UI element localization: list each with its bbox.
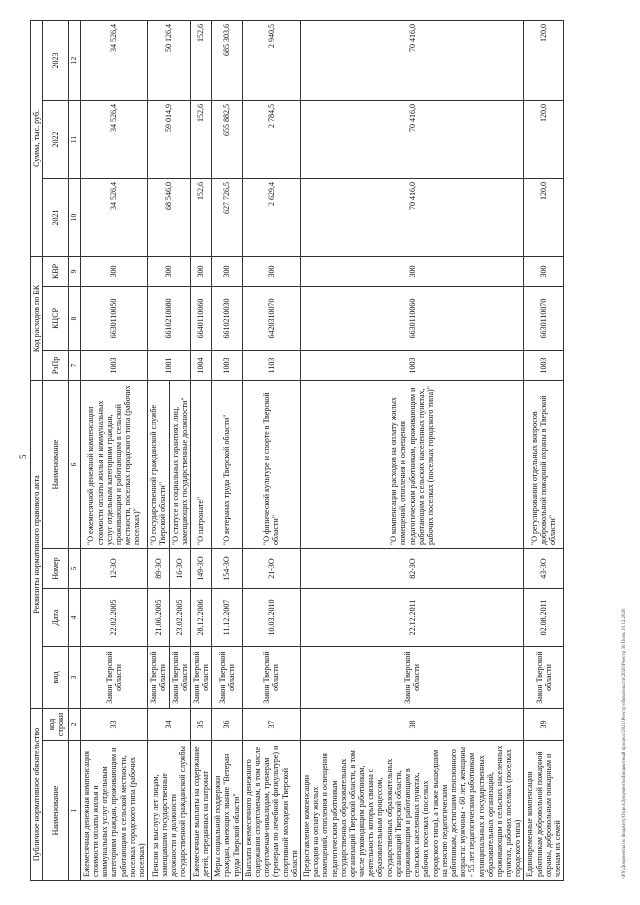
footer-file-path: \\FS\Документы по бюджету\Отдел\Документы\Бюджетный процесс\2021\Реестр обязательств\2020\Реестр 30 Полк 19.12.2020: [622, 608, 627, 879]
table-row: [242, 20, 300, 880]
rzpr-cell: 1003: [80, 350, 147, 380]
sum-2021-cell: 70 416,0: [300, 178, 524, 256]
kvr-cell: 300: [212, 256, 243, 286]
act-name-cell: "О компенсации расходов на оплату жилых помещений, отопления и освещения педагогическим работникам, проживающим и работающим в сельских населенных пунктах, рабочих поселках (поселках городского типа)": [300, 380, 524, 548]
obligation-name-cell: Предоставление компенсации расходов на оплату жилых помещений, отопления и освещения педагогическим работникам государственных образовательных организаций Тверской области, в том числе руководящим работникам, деятельность которых связана с образовательным процессом, государственных образовательных организаций Тверской области, проживающим и работающим в сельских населенных пунктах, рабочих поселках (поселках городского типа), а также вышедшим на пенсию педагогическим работникам, достигшим пенсионного возраста: мужчины - 60 лет, женщины - 55 лет педагогическим работникам муниципальных и государственных образовательных организаций, проживающим в сельских населенных пунктах, рабочих поселках (поселках городского типа): [300, 741, 524, 881]
act-type-cell: Закон Тверской области: [148, 647, 169, 709]
act-date-cell: 28.12.2006: [190, 589, 211, 647]
act-type-cell: Закон Тверской области: [212, 647, 243, 709]
column-number: 5: [69, 549, 81, 589]
row-code-cell: 39: [524, 709, 564, 741]
header-act-name: Наименование: [43, 380, 69, 548]
rzpr-cell: 1004: [190, 350, 211, 380]
act-date-cell: 02.08.2011: [524, 589, 564, 647]
kvr-cell: 300: [190, 256, 211, 286]
act-type-cell: Закон Тверской области: [524, 647, 564, 709]
kcsr-cell: 6640110060: [190, 286, 211, 350]
sum-2023-cell: 152,6: [190, 20, 211, 100]
rzpr-cell: 1001: [148, 350, 191, 380]
sum-2021-cell: 627 726,5: [212, 178, 243, 256]
header-row-1: [31, 20, 43, 880]
header-2022: 2022: [43, 100, 69, 178]
header-act-number: Номер: [43, 549, 69, 589]
rzpr-cell: 1003: [300, 350, 524, 380]
row-code-cell: 33: [80, 709, 147, 741]
act-type-cell: Закон Тверской области: [190, 647, 211, 709]
act-name-cell: "О патронате": [190, 380, 211, 548]
act-number-cell: 154-ЗО: [212, 549, 243, 589]
act-date-cell: 22.02.2005: [80, 589, 147, 647]
column-number: 10: [69, 178, 81, 256]
act-date-cell: 10.03.2010: [242, 589, 300, 647]
sum-2021-cell: 152,6: [190, 178, 211, 256]
sum-2023-cell: 50 126,4: [148, 20, 191, 100]
sum-2022-cell: 34 526,4: [80, 100, 147, 178]
act-date-cell: 22.12.2011: [300, 589, 524, 647]
sum-2023-cell: 34 526,4: [80, 20, 147, 100]
table-row: [80, 20, 147, 880]
act-type-cell: Закон Тверской области: [242, 647, 300, 709]
table-row: [212, 20, 243, 880]
sum-2021-cell: 120,0: [524, 178, 564, 256]
rzpr-cell: 1003: [212, 350, 243, 380]
sum-2022-cell: 152,6: [190, 100, 211, 178]
table-row: [190, 20, 211, 880]
kvr-cell: 300: [242, 256, 300, 286]
kvr-cell: 300: [524, 256, 564, 286]
sum-2023-cell: 70 416,0: [300, 20, 524, 100]
column-number: 4: [69, 589, 81, 647]
sum-2021-cell: 2 629,4: [242, 178, 300, 256]
act-date-cell: 23.02.2005: [169, 589, 190, 647]
obligations-table: [30, 20, 564, 881]
header-row-2: [43, 20, 69, 880]
kvr-cell: 300: [300, 256, 524, 286]
act-type-cell: Закон Тверской области: [80, 647, 147, 709]
header-kcsr: КЦСР: [43, 286, 69, 350]
column-number: 8: [69, 286, 81, 350]
row-code-cell: 37: [242, 709, 300, 741]
kcsr-cell: 6610210030: [212, 286, 243, 350]
act-type-cell: Закон Тверской области: [300, 647, 524, 709]
kvr-cell: 300: [148, 256, 191, 286]
sum-2023-cell: 685 303,6: [212, 20, 243, 100]
obligation-name-cell: Ежемесячная денежная компенсация стоимости оплаты жилья и коммунальных услуг отдельным категориям граждан, проживающим и работающим в сельской местности, поселках городского типа (рабочих поселках): [80, 741, 147, 881]
column-number: 7: [69, 350, 81, 380]
act-number-cell: 12-ЗО: [80, 549, 147, 589]
obligation-name-cell: Ежемесячные выплаты на содержание детей, переданных на патронат: [190, 741, 211, 881]
kcsr-cell: 6610210080: [148, 286, 191, 350]
header-act-type: вид: [43, 647, 69, 709]
sum-2023-cell: 2 940,5: [242, 20, 300, 100]
header-2023: 2023: [43, 20, 69, 100]
obligation-name-cell: Единовременные компенсации работникам добровольной пожарной охраны, добровольным пожарным и членам их семей: [524, 741, 564, 881]
kcsr-cell: 6420310070: [242, 286, 300, 350]
act-name-cell: "О регулировании отдельных вопросов добровольной пожарной охраны в Тверской области": [524, 380, 564, 548]
header-act-details: Реквизиты нормативного правового акта: [31, 380, 43, 708]
act-number-cell: 89-ЗО: [148, 549, 169, 589]
header-act-date: Дата: [43, 589, 69, 647]
header-2021: 2021: [43, 178, 69, 256]
act-name-cell: "О ветеранах труда Тверской области": [212, 380, 243, 548]
sum-2021-cell: 34 526,4: [80, 178, 147, 256]
rzpr-cell: 1003: [524, 350, 564, 380]
sum-2022-cell: 59 014,9: [148, 100, 191, 178]
table-row: [524, 20, 564, 880]
header-obligation: Публичное нормативное обязательство: [31, 709, 43, 881]
header-obligation-name: Наименование: [43, 741, 69, 881]
act-name-cell: "О статусе и социальных гарантиях лиц, замещающих государственные должности": [169, 380, 190, 548]
obligation-name-cell: Выплата ежемесячного денежного содержания спортсменам, в том числе спортсменам-инвалидам, тренерам (тренерам по лечебной физкультуре) и спортивной молодежи Тверской области: [242, 741, 300, 881]
kcsr-cell: 6630110050: [80, 286, 147, 350]
act-number-cell: 43-ЗО: [524, 549, 564, 589]
sum-2022-cell: 70 416,0: [300, 100, 524, 178]
column-number: 9: [69, 256, 81, 286]
act-number-cell: 82-ЗО: [300, 549, 524, 589]
act-number-cell: 149-ЗО: [190, 549, 211, 589]
column-number: 11: [69, 100, 81, 178]
sum-2022-cell: 120,0: [524, 100, 564, 178]
sum-2021-cell: 68 546,0: [148, 178, 191, 256]
obligation-name-cell: Меры социальной поддержки граждан, имеющих звание "Ветеран труда Тверской области": [212, 741, 243, 881]
kcsr-cell: 6630110060: [300, 286, 524, 350]
rzpr-cell: 1103: [242, 350, 300, 380]
row-code-cell: 38: [300, 709, 524, 741]
header-bk-code: Код расходов по БК: [31, 256, 43, 380]
act-number-cell: 21-ЗО: [242, 549, 300, 589]
act-type-cell: Закон Тверской области: [169, 647, 190, 709]
column-number: 6: [69, 380, 81, 548]
header-kvr: КВР: [43, 256, 69, 286]
act-name-cell: "О государственной гражданской службе Тверской области": [148, 380, 169, 548]
sum-2023-cell: 120,0: [524, 20, 564, 100]
page-number: 5: [18, 454, 28, 459]
obligation-name-cell: Пенсии за выслугу лет лицам, замещавшим государственные должности и должности государственной гражданской службы: [148, 741, 191, 881]
kvr-cell: 300: [80, 256, 147, 286]
table-row: [300, 20, 524, 880]
header-row-code: код строки: [43, 709, 69, 741]
column-number: 12: [69, 20, 81, 100]
sum-2022-cell: 655 882,5: [212, 100, 243, 178]
row-code-cell: 35: [190, 709, 211, 741]
header-sum: Сумма, тыс. руб.: [31, 20, 43, 256]
column-number-row: [69, 20, 81, 880]
act-date-cell: 11.12.2007: [212, 589, 243, 647]
act-name-cell: "О физической культуре и спорте в Тверской области": [242, 380, 300, 548]
column-number: 3: [69, 647, 81, 709]
column-number: 1: [69, 741, 81, 881]
row-code-cell: 34: [148, 709, 191, 741]
row-code-cell: 36: [212, 709, 243, 741]
column-number: 2: [69, 709, 81, 741]
act-name-cell: "О ежемесячной денежной компенсации стоимости оплаты жилья и коммунальных услуг отдельным категориям граждан, проживающим и работающим в сельской местности, поселках городского типа (рабочих поселках)": [80, 380, 147, 548]
sum-2022-cell: 2 784,5: [242, 100, 300, 178]
header-rzpr: РзПр: [43, 350, 69, 380]
act-date-cell: 21.06.2005: [148, 589, 169, 647]
table-row: [148, 20, 169, 880]
kcsr-cell: 6630110070: [524, 286, 564, 350]
act-number-cell: 16-ЗО: [169, 549, 190, 589]
